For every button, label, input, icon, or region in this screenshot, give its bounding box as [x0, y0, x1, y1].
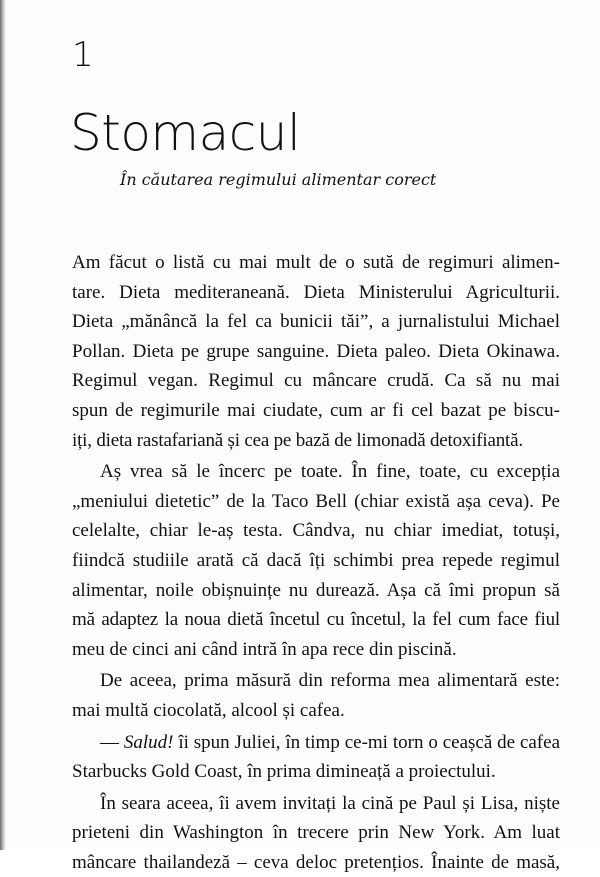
text-line: meu de cinci ani când intră în apa rece din piscină.	[72, 638, 457, 660]
text-line: prieteni din Washington în trecere prin New York. Am luat	[72, 822, 560, 844]
text-line: fiindcă studiile arată că dacă îți schimbi prea repede regimul	[72, 549, 560, 571]
text-line: Pollan. Dieta pe grupe sanguine. Dieta paleo. Dieta Okinawa.	[72, 340, 560, 362]
text-line: În seara aceea, îi avem invitați la cină pe Paul și Lisa, niște	[100, 792, 560, 814]
paragraph-3	[72, 666, 560, 725]
chapter-number: 1	[72, 35, 94, 75]
paragraph-5	[72, 789, 560, 877]
page-binding-shadow	[0, 0, 6, 850]
text-line: Am făcut o listă cu mai mult de o sută de regimuri alimen-	[72, 252, 560, 273]
chapter-title: Stomacul	[70, 104, 301, 162]
text-line: Regimul vegan. Regimul cu mâncare crudă. Ca să nu mai	[72, 370, 560, 392]
text-line: Dieta „mănâncă la fel ca bunicii tăi”, a jurnalistului Michael	[72, 311, 560, 333]
paragraph-2	[72, 457, 560, 664]
chapter-subtitle: În căutarea regimului alimentar corect	[120, 170, 437, 189]
text-line: „meniului dietetic” de la Taco Bell (chiar există așa ceva). Pe	[72, 490, 560, 512]
text-line: celelalte, chiar le-aș testa. Cândva, nu chiar imediat, totuși,	[72, 520, 560, 542]
text-line: tare. Dieta mediteraneană. Dieta Ministerului Agriculturii.	[72, 281, 560, 303]
text-line: Aș vrea să le încerc pe toate. În fine, toate, cu excepția	[100, 461, 560, 483]
paragraph-1	[72, 248, 560, 455]
text-line: — Salud! îi spun Juliei, în timp ce-mi torn o ceașcă de cafea	[100, 731, 560, 753]
dialogue-emphasis: Salud!	[123, 731, 174, 753]
text-line: alimentar, noile obișnuințe nu durează. Așa că îmi propun să	[72, 579, 560, 601]
text-line: mă adaptez la noua dietă încetul cu încetul, la fel cum face fiul	[72, 609, 560, 631]
text-line: iți, dieta rastafariană și cea pe bază de limonadă detoxifiantă.	[72, 429, 523, 451]
text-line: mâncare thailandeză – ceva deloc pretențios. Înainte de masă,	[72, 851, 560, 873]
text-line: mai multă ciocolată, alcool și cafea.	[72, 699, 345, 721]
text-line: spun de regimurile mai ciudate, cum ar fi cel bazat pe biscu-	[72, 399, 560, 421]
paragraph-4	[72, 728, 560, 787]
chapter-body	[72, 248, 560, 877]
text-line: Starbucks Gold Coast, în prima dimineață a proiectului.	[72, 761, 496, 783]
text-line: De aceea, prima măsură din reforma mea alimentară este:	[100, 670, 560, 692]
